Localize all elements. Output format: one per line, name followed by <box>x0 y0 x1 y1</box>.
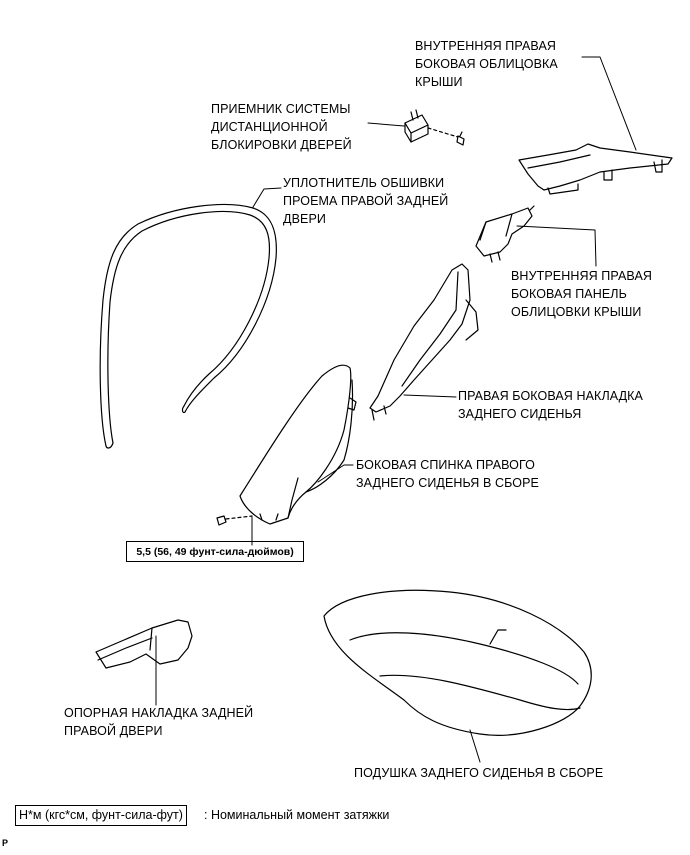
figure-code: P <box>2 838 9 848</box>
torque-spec-box: 5,5 (56, 49 фунт-сила-дюймов) <box>126 541 304 562</box>
label-rear-seat-cushion: ПОДУШКА ЗАДНЕГО СИДЕНЬЯ В СБОРЕ <box>354 766 604 780</box>
label-rear-seat-side-garnish: ПРАВАЯ БОКОВАЯ НАКЛАДКА ЗАДНЕГО СИДЕНЬЯ <box>458 389 643 421</box>
roof-side-inner-garnish-part <box>519 144 672 194</box>
label-roof-side-inner-garnish: ВНУТРЕННЯЯ ПРАВАЯ БОКОВАЯ ОБЛИЦОВКА КРЫШИ <box>415 39 558 89</box>
seatback-bolt-part <box>217 516 252 525</box>
door-lock-receiver-part <box>405 110 464 145</box>
rear-seat-cushion-part <box>324 590 591 735</box>
roof-side-inner-panel-part <box>476 206 534 262</box>
label-door-lock-receiver: ПРИЕМНИК СИСТЕМЫ ДИСТАНЦИОННОЙ БЛОКИРОВКИ ДВЕРЕЙ <box>211 102 352 152</box>
label-rear-door-scuff-plate: ОПОРНАЯ НАКЛАДКА ЗАДНЕЙ ПРАВОЙ ДВЕРИ <box>64 706 254 738</box>
door-opening-weatherstrip-part <box>100 205 276 448</box>
rear-seat-side-back-part <box>240 365 356 524</box>
legend-description: : Номинальный момент затяжки <box>204 808 390 822</box>
label-rear-seat-side-back: БОКОВАЯ СПИНКА ПРАВОГО ЗАДНЕГО СИДЕНЬЯ В СБОРЕ <box>356 458 539 490</box>
rear-door-scuff-plate-part <box>96 620 192 668</box>
legend-unit-box: Н*м (кгс*см, фунт-сила-фут) <box>15 805 187 826</box>
label-roof-side-inner-panel: ВНУТРЕННЯЯ ПРАВАЯ БОКОВАЯ ПАНЕЛЬ ОБЛИЦОВКИ КРЫШИ <box>511 269 653 319</box>
label-door-opening-weatherstrip: УПЛОТНИТЕЛЬ ОБШИВКИ ПРОЕМА ПРАВОЙ ЗАДНЕЙ ДВЕРИ <box>283 176 449 226</box>
